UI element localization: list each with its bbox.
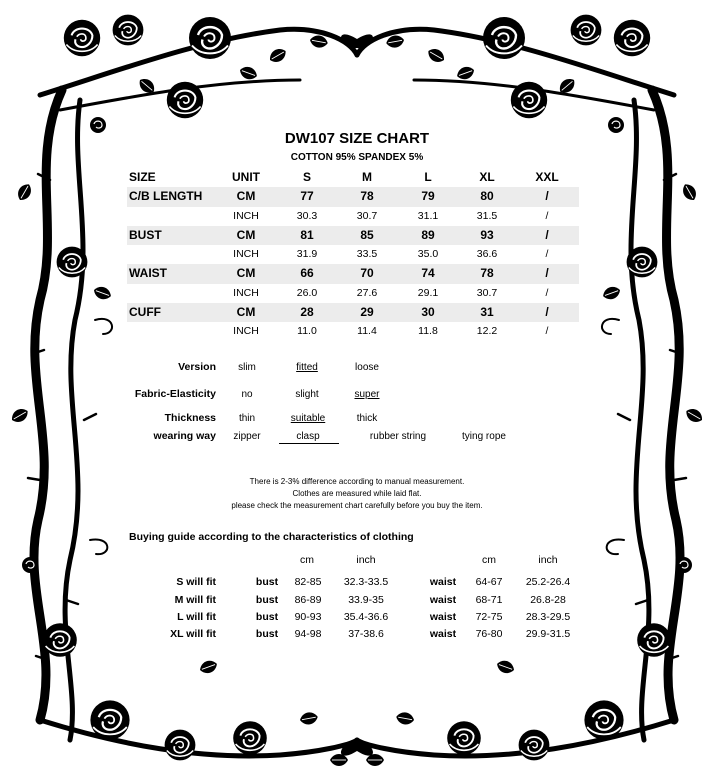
cell-xl: 31.5 [476,209,498,222]
table-row [127,245,579,264]
guide-bust-inch: 33.9-35 [348,594,384,606]
attr-option: slim [238,362,256,373]
header-xl: XL [479,170,495,184]
table-row [127,226,579,245]
guide-waist-cm: 68-71 [475,594,503,606]
row-unit: INCH [233,286,259,299]
cell-s: 66 [300,266,314,281]
header-unit: UNIT [232,170,260,184]
cell-s: 77 [300,189,314,204]
guide-unit-inch: inch [356,554,376,566]
buying-guide-title: Buying guide according to the characteristics of clothing [129,531,414,543]
attr-option: thick [356,413,378,424]
cell-l: 29.1 [417,286,439,299]
row-label: WAIST [129,266,167,281]
cell-m: 27.6 [356,286,378,299]
cell-xl: 80 [480,189,494,204]
row-unit: INCH [233,209,259,222]
guide-bust-cm: 86-89 [294,594,322,606]
guide-bust-cm: 90-93 [294,611,322,623]
header-xxl: XXL [535,170,559,184]
guide-bust-label: bust [255,611,279,623]
row-unit: CM [236,189,256,204]
attr-label-version: Version [178,361,216,373]
note-line: Clothes are measured while laid flat. [292,489,422,498]
attr-option-selected: fitted [296,362,318,373]
guide-waist-inch: 29.9-31.5 [525,628,571,640]
cell-xxl: / [545,189,549,204]
row-label: BUST [129,227,162,242]
attr-option: zipper [233,431,261,442]
cell-xxl: / [545,248,549,261]
header-m: M [362,170,372,184]
attr-option: rubber string [369,431,427,442]
guide-waist-cm: 64-67 [475,576,503,588]
row-unit: CM [236,305,256,320]
guide-unit-cm: cm [482,554,496,566]
table-row [127,187,579,206]
cell-m: 70 [360,266,374,281]
guide-fit: XL will fit [170,628,216,640]
guide-waist-label: waist [429,628,457,640]
header-l: L [424,170,432,184]
guide-fit: L will fit [177,611,216,623]
attr-option-selected: super [354,389,380,400]
row-unit: CM [236,266,256,281]
cell-s: 30.3 [296,209,318,222]
size-table [127,168,579,342]
cell-l: 11.8 [418,325,438,338]
table-row [127,264,579,283]
guide-waist-inch: 26.8-28 [530,594,566,606]
selected-underline [279,443,339,444]
row-unit: INCH [233,248,259,261]
table-row [127,207,579,226]
cell-xl: 93 [480,227,494,242]
cell-l: 74 [421,266,435,281]
attr-option: slight [295,389,319,400]
cell-s: 31.9 [296,248,318,261]
cell-s: 81 [300,227,314,242]
cell-m: 85 [360,227,374,242]
cell-xxl: / [545,266,549,281]
guide-waist-cm: 72-75 [475,611,503,623]
cell-s: 26.0 [296,286,318,299]
attr-label-elasticity: Fabric-Elasticity [134,388,216,400]
guide-bust-inch: 32.3-33.5 [343,576,389,588]
cell-xxl: / [545,227,549,242]
cell-xl: 31 [480,305,494,320]
guide-bust-cm: 94-98 [294,628,322,640]
cell-s: 28 [300,305,314,320]
table-row [127,322,579,341]
attr-option-selected: clasp [296,431,320,442]
cell-m: 30.7 [356,209,378,222]
cell-xxl: / [545,305,549,320]
note-line: please check the measurement chart carefully before you buy the item. [231,501,483,510]
guide-bust-label: bust [255,594,279,606]
attr-option: thin [238,413,256,424]
size-table-header [127,168,579,187]
size-chart-title: DW107 SIZE CHART [284,130,430,147]
row-label: CUFF [129,305,161,320]
row-label: C/B LENGTH [129,189,203,204]
attr-label-wearing-way: wearing way [153,430,216,442]
guide-waist-label: waist [429,594,457,606]
guide-waist-label: waist [429,576,457,588]
attr-option-selected: suitable [290,413,326,424]
cell-xxl: / [545,325,549,338]
note-line: There is 2-3% difference according to manual measurement. [249,477,465,486]
guide-bust-label: bust [255,628,279,640]
cell-m: 33.5 [356,248,378,261]
guide-bust-label: bust [255,576,279,588]
cell-l: 31.1 [417,209,439,222]
attr-option: tying rope [462,431,506,442]
guide-unit-cm: cm [300,554,314,566]
cell-xl: 78 [480,266,494,281]
attr-option: loose [355,362,379,373]
guide-waist-cm: 76-80 [475,628,503,640]
guide-waist-label: waist [429,611,457,623]
cell-l: 30 [421,305,435,320]
cell-m: 29 [360,305,374,320]
cell-xl: 36.6 [476,248,498,261]
guide-waist-inch: 25.2-26.4 [525,576,571,588]
cell-m: 78 [360,189,374,204]
row-unit: CM [236,227,256,242]
guide-fit: M will fit [174,594,216,606]
header-size: SIZE [129,170,156,184]
table-row [127,284,579,303]
cell-xl: 12.2 [476,325,498,338]
guide-fit: S will fit [176,576,216,588]
table-row [127,303,579,322]
cell-xxl: / [545,286,549,299]
attr-label-thickness: Thickness [164,412,216,424]
cell-xl: 30.7 [476,286,498,299]
cell-xxl: / [545,209,549,222]
cell-l: 89 [421,227,435,242]
guide-waist-inch: 28.3-29.5 [525,611,571,623]
cell-l: 79 [421,189,435,204]
guide-bust-cm: 82-85 [294,576,322,588]
guide-bust-inch: 35.4-36.6 [343,611,389,623]
cell-m: 11.4 [357,325,377,338]
attr-option: no [241,389,253,400]
guide-bust-inch: 37-38.6 [348,628,384,640]
material-composition: COTTON 95% SPANDEX 5% [290,152,424,163]
guide-unit-inch: inch [538,554,558,566]
row-unit: INCH [233,325,259,338]
cell-l: 35.0 [417,248,439,261]
cell-s: 11.0 [297,325,317,338]
header-s: S [302,170,311,184]
